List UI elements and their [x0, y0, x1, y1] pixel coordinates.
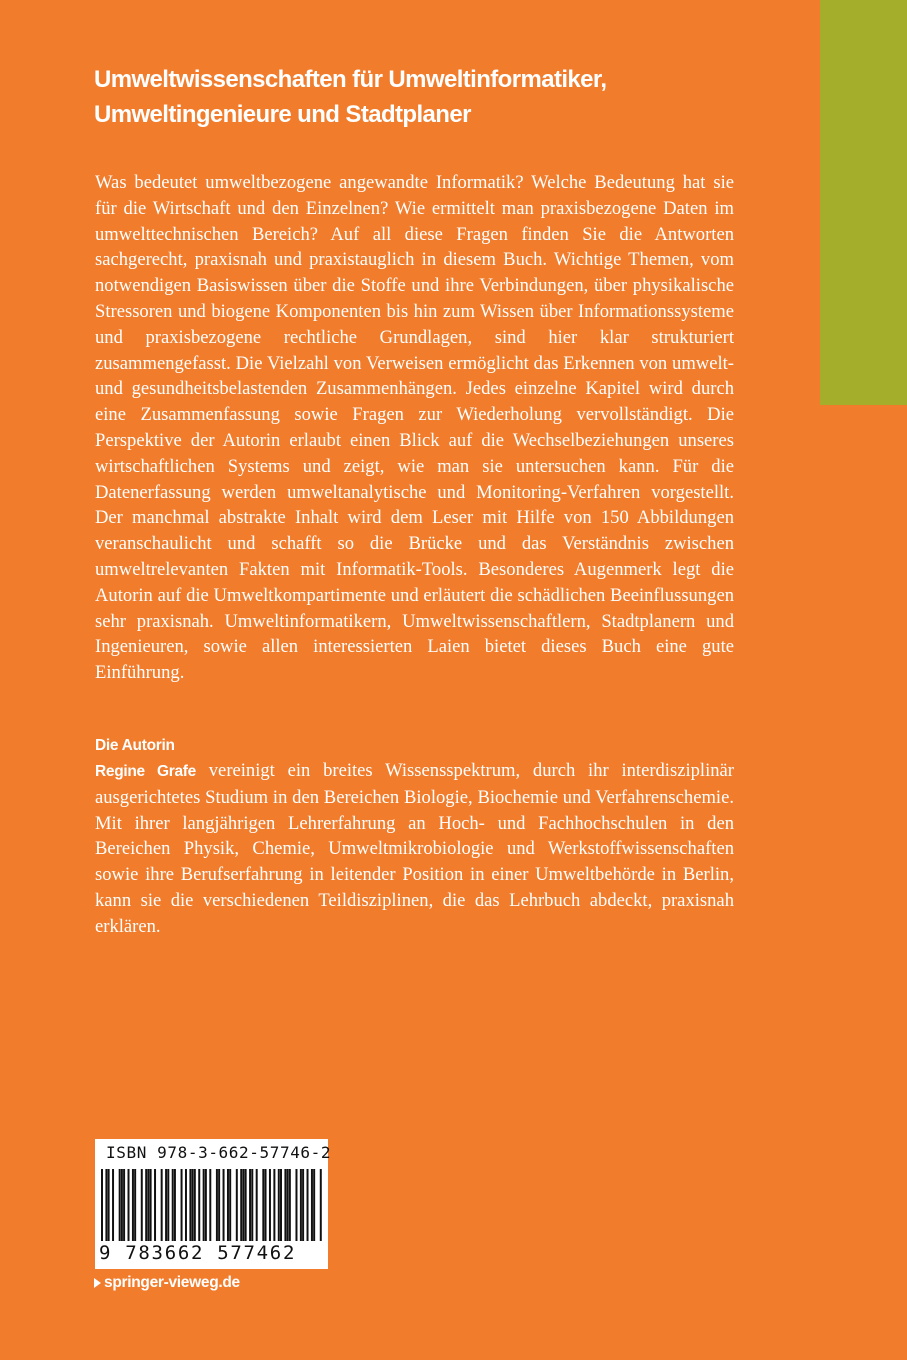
- website-link[interactable]: [94, 1274, 240, 1292]
- book-description: Was bedeutet umweltbezogene angewandte Informatik? Welche Bedeutung hat sie für die Wirtschaft und den Einzelnen? Wie ermittelt man praxisbezogene Daten im umwelttechnischen Bereich? Auf all diese Fragen finden Sie die Antworten sachgerecht, praxisnah und praxistauglich in diesem Buch. Wichtige Themen, vom notwendigen Basiswissen über die Stoffe und ihre Verbindungen, über physikalische Stressoren und biogene Komponenten bis hin zum Wissen über Informationssysteme und praxisbezogene rechtliche Grundlagen, sind hier klar strukturiert zusammengefasst. Die Vielzahl von Verweisen ermöglicht das Erkennen von umwelt- und gesundheitsbelastenden Zusammenhängen. Jedes einzelne Kapitel wird durch eine Zusammenfassung sowie Fragen zur Wiederholung vervollständigt. Die Perspektive der Autorin erlaubt einen Blick auf die Wechselbeziehungen unseres wirtschaftlichen Systems und zeigt, wie man sie untersuchen kann. Für die Datenerfassung werden umweltanalytische und Monitoring-Verfahren vorgestellt. Der manchmal abstrakte Inhalt wird dem Leser mit Hilfe von 150 Abbildungen veranschaulicht und schafft so die Brücke und das Verständnis zwischen umweltrelevanten Fakten mit Informatik-Tools. Besonderes Augenmerk legt die Autorin auf die Umweltkompartimente und erläutert die schädlichen Beeinflussungen sehr praxisnah. Umweltinformatikern, Umweltwissenschaftlern, Stadtplanern und Ingenieuren, sowie allen interessierten Laien bietet dieses Buch eine gute Einführung.: [95, 172, 734, 684]
- barcode-digits: 9 783662 577462: [99, 1241, 324, 1265]
- isbn-label: ISBN 978-3-662-57746-2: [106, 1143, 332, 1162]
- author-bio-text: vereinigt ein breites Wissensspektrum, durch ihr interdisziplinär ausgerichtetes Studium in den Bereichen Biologie, Biochemie und Verfahrenschemie. Mit ihrer langjährigen Lehrerfahrung an Hoch- und Fachhochschulen in den Bereichen Physik, Chemie, Umweltmikrobiologie und Werkstoffwissenschaften sowie ihre Berufserfahrung in leitender Position in einer Umweltbehörde in Berlin, kann sie die verschiedenen Teildisziplinen, die das Lehrbuch abdeckt, praxisnah erklären.: [95, 760, 735, 937]
- accent-band: [820, 0, 907, 405]
- arrow-right-icon: [94, 1278, 101, 1288]
- book-title: [94, 62, 794, 132]
- isbn-barcode-box: [95, 1139, 332, 1269]
- author-bio: [95, 758, 734, 940]
- author-heading: Die Autorin: [95, 737, 175, 754]
- title-line-1: Umweltwissenschaften für Umweltinformatiker,: [94, 66, 607, 93]
- website-text: springer-vieweg.de: [104, 1274, 240, 1291]
- title-line-2: Umweltingenieure und Stadtplaner: [94, 101, 471, 128]
- author-name: Regine Grafe: [95, 763, 196, 780]
